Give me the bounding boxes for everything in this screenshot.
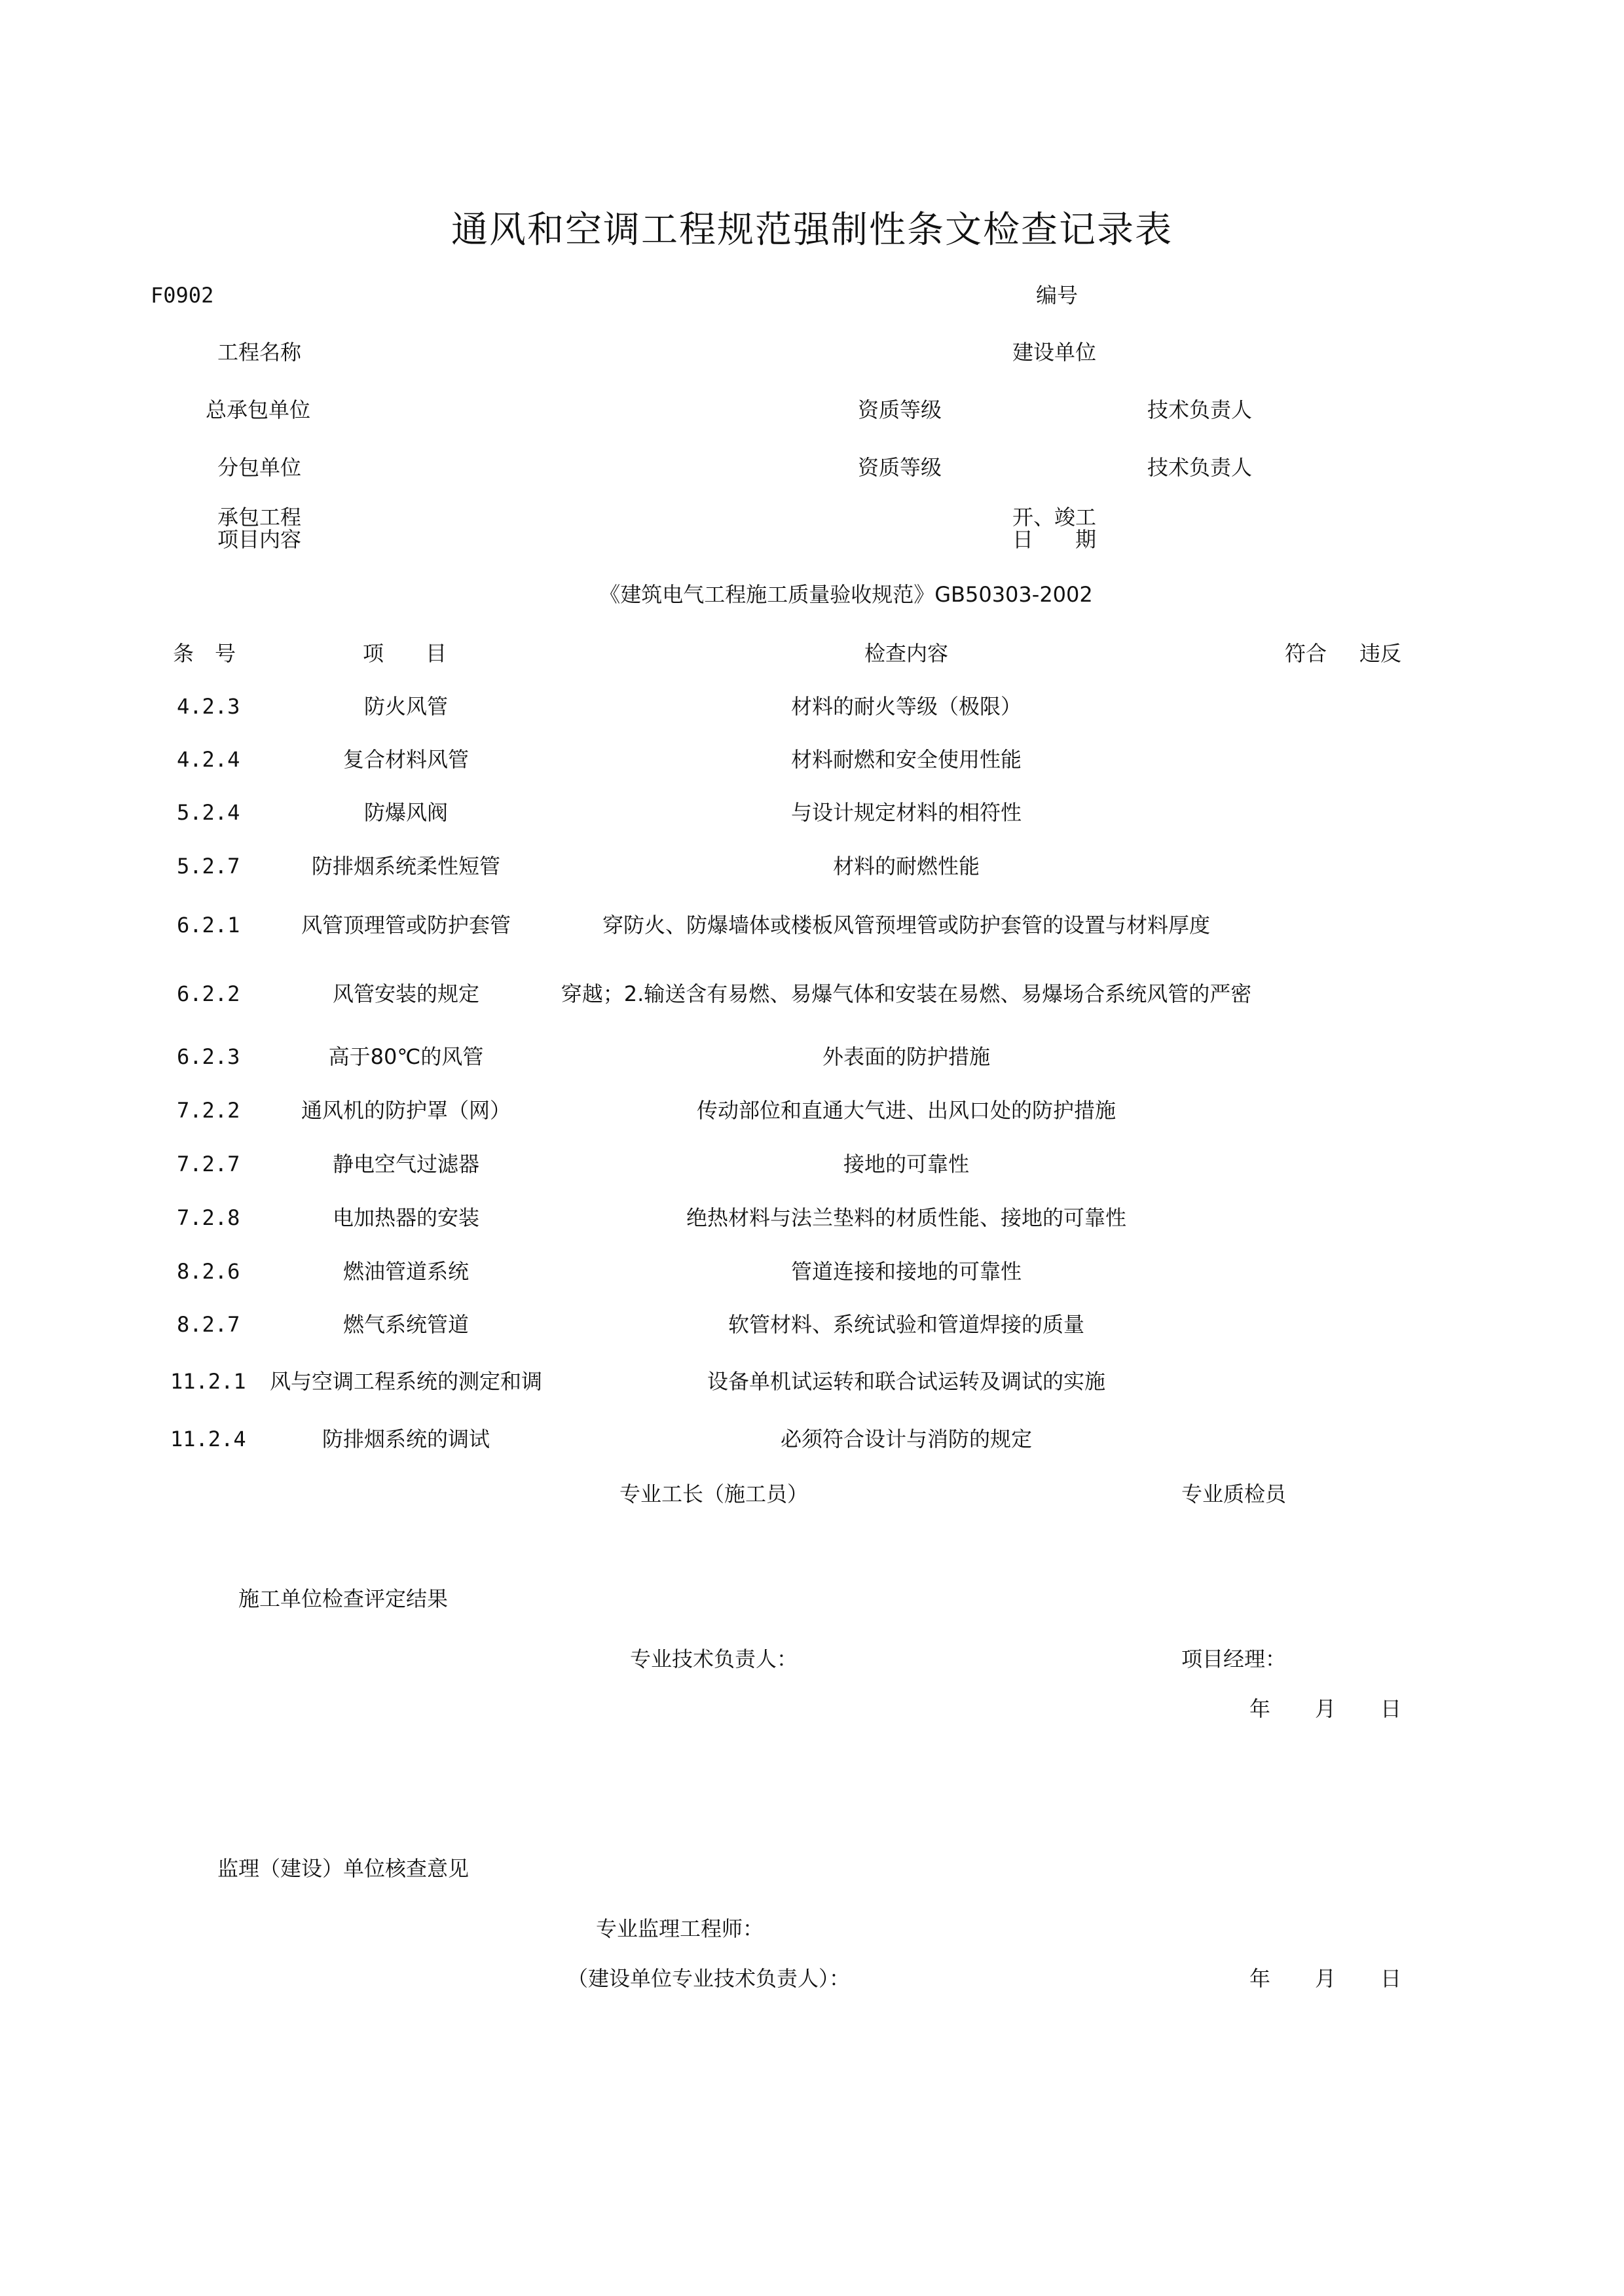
row-content: 与设计规定材料的相符性 <box>790 800 1022 825</box>
column-item: 项 目 <box>363 641 447 666</box>
supervision-opinion-label: 监理（建设）单位核查意见 <box>217 1856 470 1881</box>
row-clause: 4.2.3 <box>177 694 240 719</box>
column-comply: 符合 <box>1285 641 1327 666</box>
row-content: 材料的耐燃性能 <box>832 854 980 879</box>
row-item: 复合材料风管 <box>342 747 470 772</box>
row-item: 风管安装的规定 <box>332 981 480 1006</box>
project-name-label: 工程名称 <box>217 340 302 365</box>
row-clause: 6.2.1 <box>177 913 240 938</box>
owner-tech-lead-label: （建设单位专业技术负责人）： <box>566 1966 851 1991</box>
row-clause: 5.2.7 <box>177 854 240 879</box>
row-clause: 6.2.3 <box>177 1044 240 1069</box>
dates-label-line1: 开、竣工 <box>1012 505 1097 530</box>
contractor-result-label: 施工单位检查评定结果 <box>238 1586 449 1611</box>
contract-work-label-line1: 承包工程 <box>217 505 302 530</box>
row-item: 防火风管 <box>363 694 449 719</box>
row-clause: 11.2.4 <box>170 1427 246 1451</box>
row-content: 必须符合设计与消防的规定 <box>780 1427 1033 1451</box>
dates-label-line2: 日 期 <box>1012 527 1097 552</box>
project-manager-label: 项目经理： <box>1181 1647 1287 1671</box>
row-clause: 6.2.2 <box>177 981 240 1006</box>
qualification-label-2: 资质等级 <box>858 455 942 480</box>
column-clause: 条 号 <box>173 641 236 666</box>
column-content: 检查内容 <box>864 641 949 666</box>
standard-reference: 《建筑电气工程施工质量验收规范》GB50303-2002 <box>599 582 1093 607</box>
date-day: 日 <box>1380 1696 1402 1721</box>
serial-label: 编号 <box>1036 283 1079 308</box>
row-item: 电加热器的安装 <box>332 1205 480 1230</box>
row-clause: 8.2.7 <box>177 1312 240 1337</box>
qualification-label-1: 资质等级 <box>858 397 942 422</box>
row-clause: 4.2.4 <box>177 747 240 772</box>
row-item: 防排烟系统柔性短管 <box>311 854 501 879</box>
row-content: 设备单机试运转和联合试运转及调试的实施 <box>707 1369 1106 1394</box>
quality-inspector-label: 专业质检员 <box>1181 1482 1287 1506</box>
construction-unit-label: 建设单位 <box>1012 340 1097 365</box>
general-contractor-label: 总承包单位 <box>206 397 311 422</box>
row-clause: 11.2.1 <box>170 1369 246 1394</box>
row-item: 高于80℃的风管 <box>328 1044 484 1069</box>
subcontractor-label: 分包单位 <box>217 455 302 480</box>
supervision-engineer-label: 专业监理工程师： <box>595 1916 764 1941</box>
row-clause: 5.2.4 <box>177 800 240 825</box>
row-clause: 7.2.7 <box>177 1152 240 1176</box>
row-item: 防爆风阀 <box>363 800 449 825</box>
column-violate: 违反 <box>1359 641 1402 666</box>
row-item: 风管顶理管或防护套管 <box>301 913 511 938</box>
row-content: 材料耐燃和安全使用性能 <box>790 747 1022 772</box>
row-content: 穿越；2.输送含有易燃、易爆气体和安装在易燃、易爆场合系统风管的严密 <box>561 981 1252 1006</box>
row-content: 材料的耐火等级（极限） <box>790 694 1022 719</box>
tech-lead-signature-label: 专业技术负责人： <box>629 1647 798 1671</box>
row-content: 软管材料、系统试验和管道焊接的质量 <box>728 1312 1085 1337</box>
row-item: 静电空气过滤器 <box>332 1152 480 1176</box>
row-clause: 7.2.2 <box>177 1098 240 1123</box>
row-item: 燃气系统管道 <box>342 1312 470 1337</box>
form-code: F0902 <box>151 283 214 308</box>
date-year-2: 年 <box>1249 1966 1271 1991</box>
contract-work-label-line2: 项目内容 <box>217 527 302 552</box>
row-clause: 8.2.6 <box>177 1259 240 1284</box>
row-content: 接地的可靠性 <box>843 1152 970 1176</box>
date-month-2: 月 <box>1315 1966 1337 1991</box>
row-item: 通风机的防护罩（网） <box>301 1098 511 1123</box>
row-clause: 7.2.8 <box>177 1205 240 1230</box>
date-month: 月 <box>1315 1696 1337 1721</box>
row-content: 外表面的防护措施 <box>822 1044 991 1069</box>
page-title: 通风和空调工程规范强制性条文检查记录表 <box>451 209 1173 251</box>
tech-lead-label-1: 技术负责人 <box>1147 397 1253 422</box>
row-item: 燃油管道系统 <box>342 1259 470 1284</box>
tech-lead-label-2: 技术负责人 <box>1147 455 1253 480</box>
row-content: 绝热材料与法兰垫料的材质性能、接地的可靠性 <box>686 1205 1127 1230</box>
row-content: 管道连接和接地的可靠性 <box>790 1259 1022 1284</box>
date-year: 年 <box>1249 1696 1271 1721</box>
row-item: 风与空调工程系统的测定和调 <box>269 1369 543 1394</box>
foreman-label: 专业工长（施工员） <box>619 1482 809 1506</box>
row-content: 传动部位和直通大气进、出风口处的防护措施 <box>696 1098 1116 1123</box>
row-item: 防排烟系统的调试 <box>322 1427 490 1451</box>
row-content: 穿防火、防爆墙体或楼板风管预埋管或防护套管的设置与材料厚度 <box>602 913 1211 938</box>
date-day-2: 日 <box>1380 1966 1402 1991</box>
